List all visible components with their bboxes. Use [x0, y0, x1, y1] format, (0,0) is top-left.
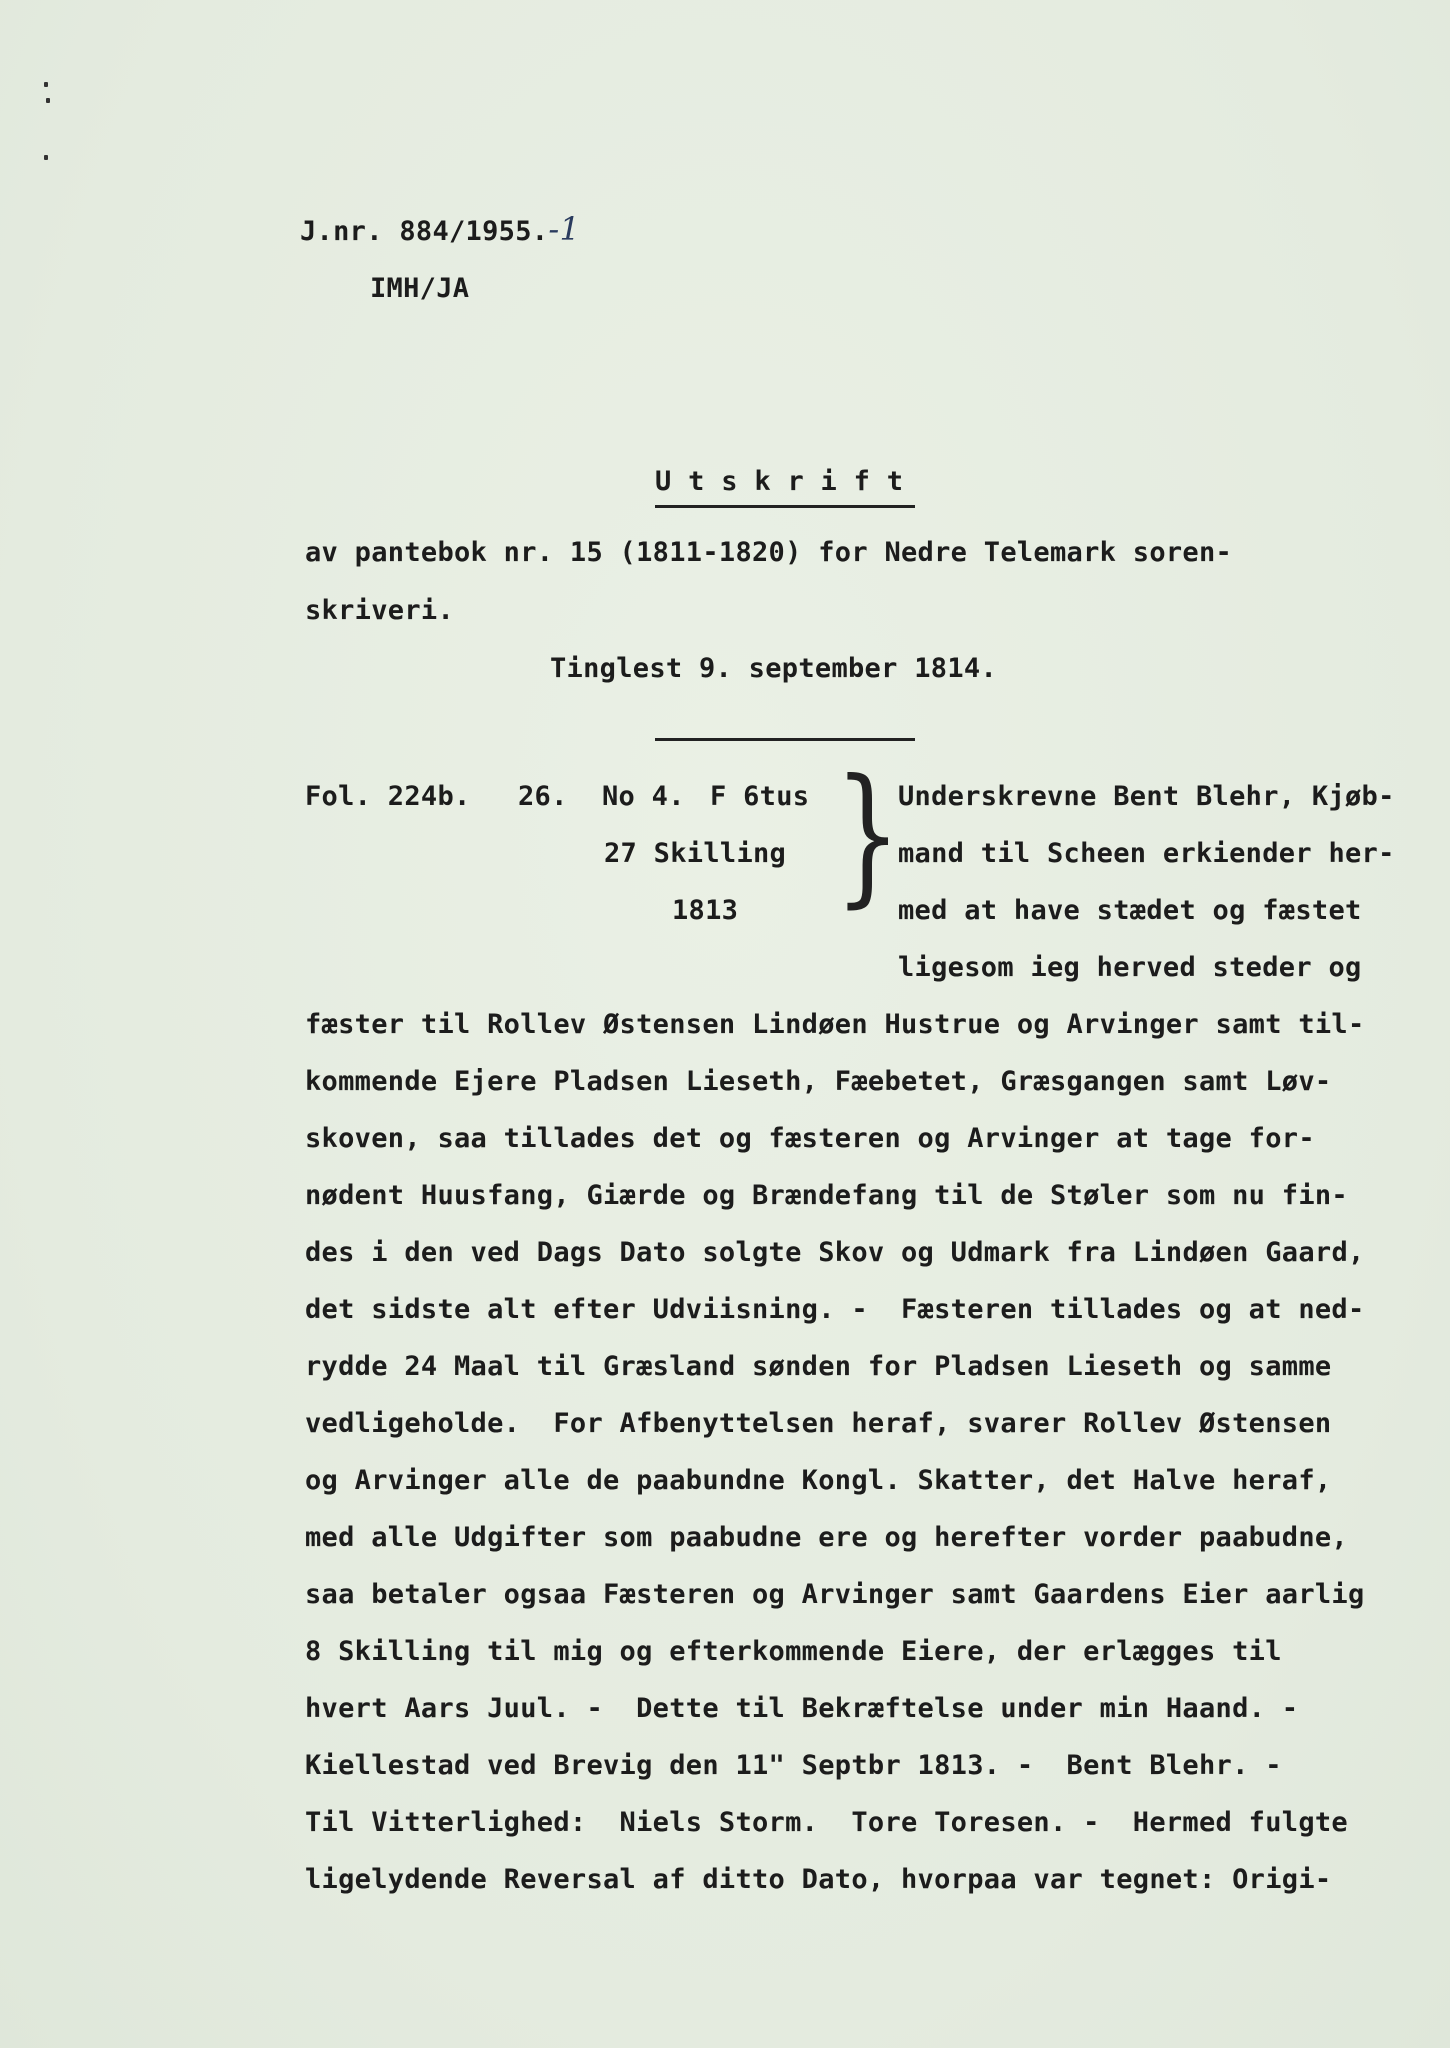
body-line-14: Kiellestad ved Brevig den 11" Septbr 1813. - Bent Blehr. -	[305, 1750, 1282, 1781]
journal-number-line	[300, 212, 580, 249]
intro-line-1: av pantebok nr. 15 (1811-1820) for Nedre Telemark soren-	[305, 537, 1233, 568]
document-title: U t s k r i f t	[655, 466, 904, 497]
entry-right-line-2: mand til Scheen erkiender her-	[898, 838, 1395, 869]
body-line-16: ligelydende Reversal af ditto Dato, hvorpaa var tegnet: Origi-	[305, 1864, 1332, 1895]
body-line-9: og Arvinger alle de paabundne Kongl. Skatter, det Halve heraf,	[305, 1465, 1332, 1496]
entry-skilling: 27 Skilling	[604, 838, 787, 869]
entry-right-line-3: med at have stædet og fæstet	[898, 895, 1362, 926]
margin-mark	[44, 155, 48, 160]
margin-mark	[46, 98, 50, 103]
body-line-5-rest: i den ved Dags Dato solgte Skov og Udmark fra Lindøen Gaard,	[354, 1237, 1365, 1268]
entry-right-line-1: Underskrevne Bent Blehr, Kjøb-	[898, 781, 1395, 812]
entry-year: 1813	[672, 895, 739, 926]
body-line-8: vedligeholde. For Afbenyttelsen heraf, svarer Rollev Østensen	[305, 1408, 1332, 1439]
initials: IMH/JA	[370, 273, 470, 304]
body-line-1: fæster til Rollev Østensen Lindøen Hustrue og Arvinger samt til-	[305, 1009, 1365, 1040]
entry-fee: F 6tus	[710, 781, 810, 812]
body-line-15: Til Vitterlighed: Niels Storm. Tore Toresen. - Hermed fulgte	[305, 1807, 1348, 1838]
margin-mark	[44, 82, 48, 87]
body-line-5-start: des	[305, 1237, 355, 1268]
entry-no: No 4.	[602, 781, 685, 812]
body-line-5	[305, 1236, 1365, 1270]
brace-glyph: }	[834, 748, 902, 922]
body-line-13: hvert Aars Juul. - Dette til Bekræftelse under min Haand. -	[305, 1693, 1299, 1724]
body-line-3: skoven, saa tillades det og fæsteren og Arvinger at tage for-	[305, 1123, 1315, 1154]
body-line-11: saa betaler ogsaa Fæsteren og Arvinger samt Gaardens Eier aarlig	[305, 1579, 1365, 1610]
journal-suffix-handwritten: -1	[548, 210, 581, 248]
body-line-10: med alle Udgifter som paabudne ere og herefter vorder paabudne,	[305, 1522, 1348, 1553]
body-line-12: 8 Skilling til mig og efterkommende Eiere, der erlægges til	[305, 1636, 1282, 1667]
body-line-4: nødent Huusfang, Giærde og Brændefang til de Støler som nu fin-	[305, 1180, 1348, 1211]
body-line-2: kommende Ejere Pladsen Lieseth, Fæebetet, Græsgangen samt Løv-	[305, 1066, 1332, 1097]
intro-line-2: skriveri.	[305, 595, 454, 626]
tinglest-date: Tinglest 9. september 1814.	[550, 653, 997, 684]
entry-fol: Fol. 224b.	[305, 781, 471, 812]
entry-number: 26.	[518, 781, 568, 812]
title-underline	[655, 505, 915, 508]
body-line-6: det sidste alt efter Udviisning. - Fæsteren tillades og at ned-	[305, 1294, 1365, 1325]
journal-number: J.nr. 884/1955.	[300, 216, 549, 247]
entry-right-line-4: ligesom ieg herved steder og	[898, 952, 1362, 983]
body-line-7: rydde 24 Maal til Græsland sønden for Pladsen Lieseth og samme	[305, 1351, 1332, 1382]
section-divider	[655, 738, 915, 741]
